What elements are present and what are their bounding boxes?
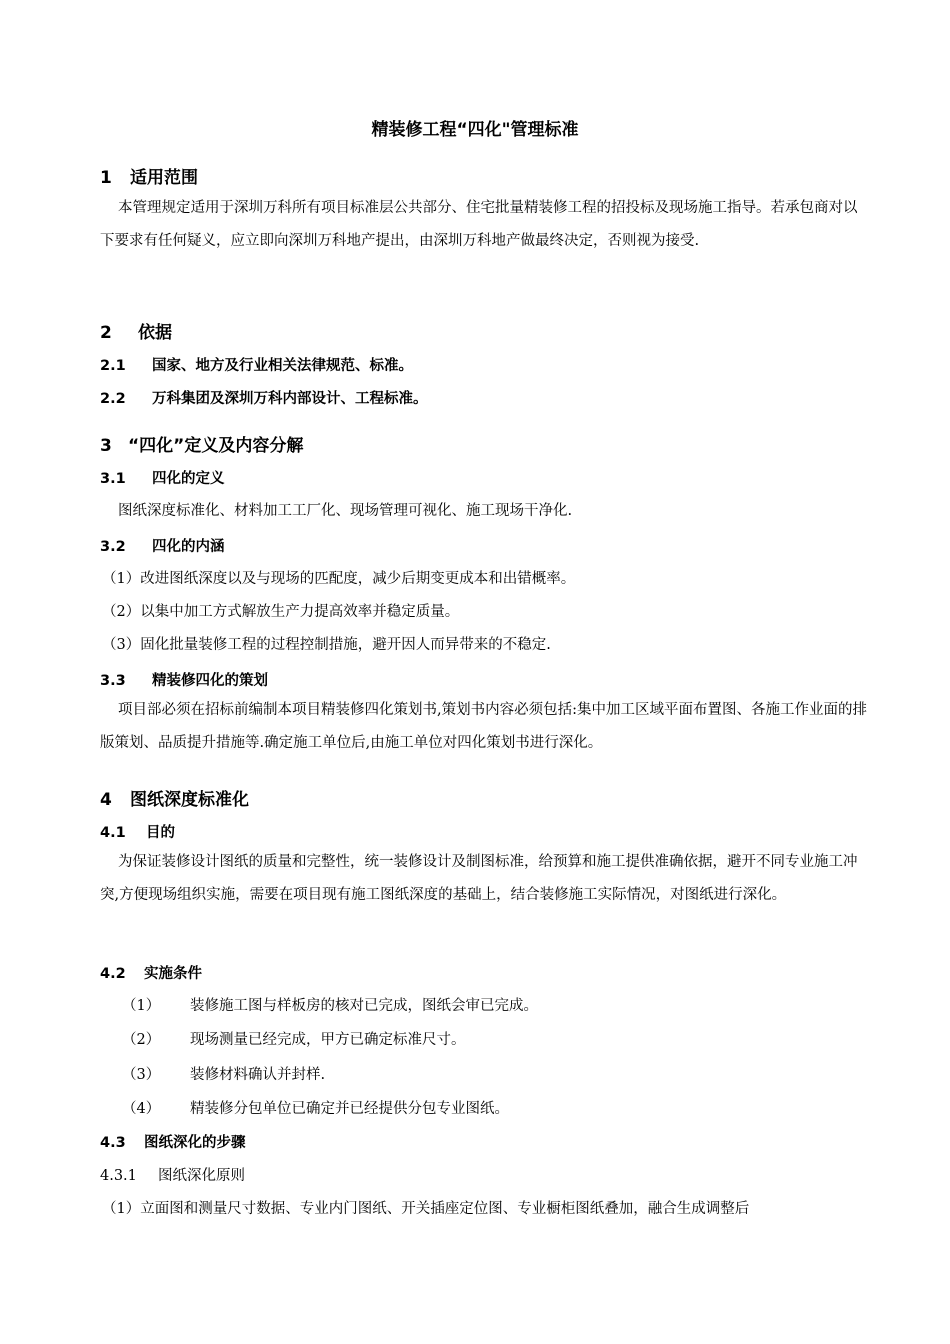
list-item-number: （3）: [122, 1067, 161, 1083]
section-1-heading: [100, 163, 198, 188]
section-number: 4: [100, 790, 112, 810]
subsection-3-3: [100, 669, 268, 690]
subsection-3-2: [100, 535, 225, 556]
list-item: （1）立面图和测量尺寸数据、专业内门图纸、开关插座定位图、专业橱柜图纸叠加，融合生成调整后: [102, 1201, 750, 1217]
document-title: 精装修工程“四化"管理标准: [371, 120, 579, 140]
list-item-number: （2）: [122, 1032, 161, 1048]
section-number: 1: [100, 168, 112, 188]
list-item-number: （1）: [122, 998, 161, 1014]
list-item-number: （4）: [122, 1101, 161, 1117]
list-item: [122, 1097, 509, 1118]
subsection-text: 目的: [146, 825, 175, 841]
subsection-text: 万科集团及深圳万科内部设计、工程标准。: [152, 391, 428, 407]
subsection-number: 3.1: [100, 471, 126, 487]
section-1-paragraph: 本管理规定适用于深圳万科所有项目标准层公共部分、住宅批量精装修工程的招投标及现场施工指导。若承包商对以下要求有任何疑义，应立即向深圳万科地产提出，由深圳万科地产做最终决定，否则视为接受.: [100, 200, 858, 249]
subsection-number: 4.3.1: [100, 1168, 137, 1184]
list-item: （3）固化批量装修工程的过程控制措施，避开因人而异带来的不稳定.: [102, 637, 551, 653]
section-3-1-paragraph: 图纸深度标准化、材料加工工厂化、现场管理可视化、施工现场干净化.: [118, 503, 573, 519]
list-item: （2）以集中加工方式解放生产力提高效率并稳定质量。: [102, 604, 460, 620]
subsection-3-1: [100, 467, 225, 488]
subsection-number: 4.3: [100, 1135, 126, 1151]
subsection-text: 四化的内涵: [152, 539, 225, 555]
subsection-text: 实施条件: [144, 966, 202, 982]
list-item-text: 现场测量已经完成，甲方已确定标准尺寸。: [190, 1032, 466, 1048]
subsection-4-1: [100, 821, 175, 842]
subsection-text: 国家、地方及行业相关法律规范、标准。: [152, 358, 413, 374]
section-4-1-paragraph: 为保证装修设计图纸的质量和完整性，统一装修设计及制图标准，给预算和施工提供准确依据，避开不同专业施工冲突,方便现场组织实施，需要在项目现有施工图纸深度的基础上，结合装修施工实际情况，对图纸进行深化。: [100, 854, 858, 903]
subsection-4-2: [100, 962, 202, 983]
subsection-text: 四化的定义: [152, 471, 225, 487]
section-number: 3: [100, 436, 112, 456]
list-item: [122, 994, 538, 1015]
subsection-number: 3.2: [100, 539, 126, 555]
list-item: （1）改进图纸深度以及与现场的匹配度，减少后期变更成本和出错概率。: [102, 571, 576, 587]
section-title: 图纸深度标准化: [130, 790, 249, 810]
subsection-2-2: [100, 387, 428, 408]
section-title: 依据: [138, 323, 172, 343]
list-item: [122, 1063, 325, 1084]
section-2-heading: [100, 318, 172, 343]
list-item: [122, 1028, 466, 1049]
section-3-heading: [100, 431, 303, 456]
subsection-2-1: [100, 354, 413, 375]
section-number: 2: [100, 323, 112, 343]
section-title: “四化”定义及内容分解: [128, 436, 304, 456]
subsection-number: 4.1: [100, 825, 126, 841]
subsection-4-3: [100, 1131, 246, 1152]
subsection-number: 4.2: [100, 966, 126, 982]
subsection-number: 2.2: [100, 391, 126, 407]
section-4-heading: [100, 785, 249, 810]
list-item-text: 装修材料确认并封样.: [190, 1067, 326, 1083]
section-3-3-paragraph: 项目部必须在招标前编制本项目精装修四化策划书,策划书内容必须包括:集中加工区域平面布置图、各施工作业面的排版策划、品质提升措施等.确定施工单位后,由施工单位对四化策划书进行深化。: [100, 702, 867, 751]
subsection-4-3-1: [100, 1164, 245, 1185]
subsection-text: 图纸深化的步骤: [144, 1135, 246, 1151]
subsection-text: 精装修四化的策划: [152, 673, 268, 689]
section-title: 适用范围: [130, 168, 198, 188]
subsection-number: 3.3: [100, 673, 126, 689]
list-item-text: 精装修分包单位已确定并已经提供分包专业图纸。: [190, 1101, 509, 1117]
subsection-number: 2.1: [100, 358, 126, 374]
list-item-text: 装修施工图与样板房的核对已完成，图纸会审已完成。: [190, 998, 538, 1014]
subsection-text: 图纸深化原则: [158, 1168, 245, 1184]
